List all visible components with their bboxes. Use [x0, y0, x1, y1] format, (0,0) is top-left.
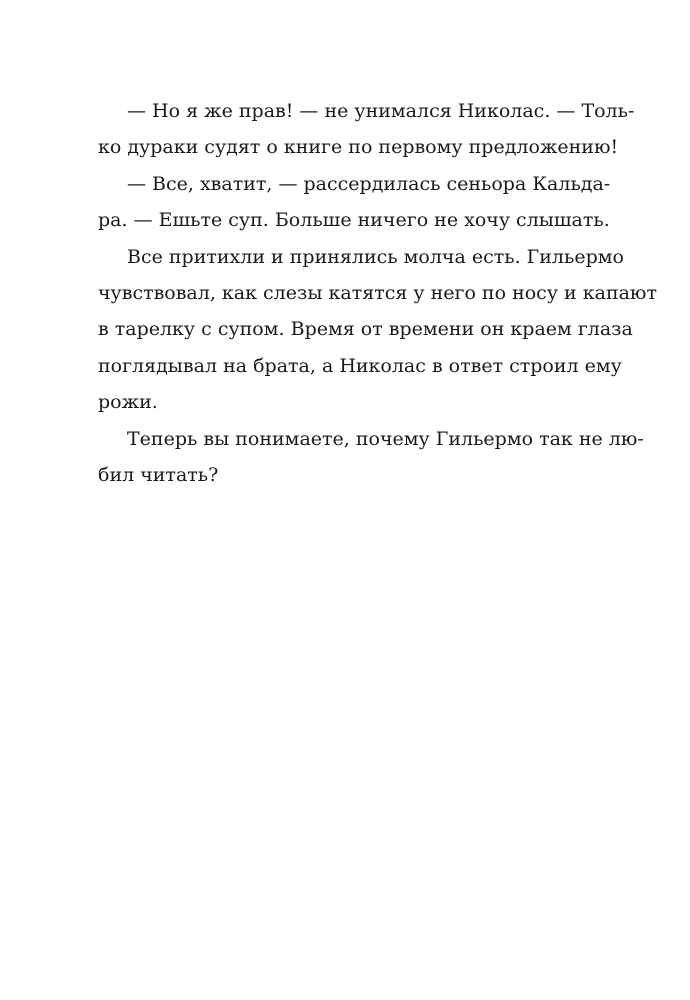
text-line: Все притихли и принялись молча есть. Гильермо	[127, 245, 624, 268]
text-line: ко дураки судят о книге по первому предложению!	[98, 136, 619, 159]
body-text	[98, 93, 657, 493]
paragraph-2	[98, 166, 611, 239]
paragraph-3	[98, 239, 657, 421]
text-line: ра. — Ешьте суп. Больше ничего не хочу слышать.	[98, 209, 610, 232]
text-line: чувствовал, как слезы катятся у него по носу и капают	[98, 281, 657, 304]
text-line: бил читать?	[98, 463, 219, 486]
text-line: Теперь вы понимаете, почему Гильермо так не лю-	[127, 427, 644, 450]
paragraph-1	[98, 93, 635, 166]
text-line: рожи.	[98, 391, 158, 414]
text-line: в тарелку с супом. Время от времени он краем глаза	[98, 318, 633, 341]
text-line: — Все, хватит, — рассердилась сеньора Кальда-	[127, 172, 611, 195]
text-line: — Но я же прав! — не унимался Николас. — Толь-	[127, 100, 635, 122]
paragraph-4	[98, 421, 644, 494]
text-line: поглядывал на брата, а Николас в ответ строил ему	[98, 354, 622, 377]
